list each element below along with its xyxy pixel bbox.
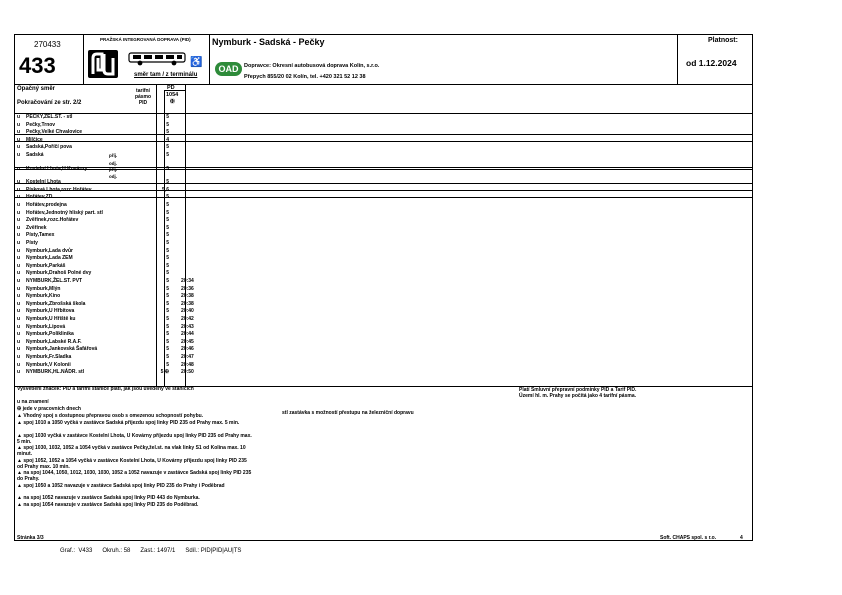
footnote: ✠ jede v pracovních dnech [17, 405, 81, 412]
page-number: Stránka 3/3 [17, 535, 44, 541]
header-divider [677, 34, 678, 84]
stop-name: Zvěřínek,rozc.Hořátev [26, 217, 79, 224]
stop-zone: 5 ✠ [160, 369, 169, 376]
stop-name: Hořátev,Jednotný hliský part. stl [26, 209, 103, 216]
stop-zone: 5 [166, 179, 169, 186]
stop-marker: u [17, 323, 21, 330]
header-divider [83, 34, 84, 84]
stop-name: Nymburk,Mlýn [26, 285, 61, 292]
stop-name: Nymburk,Lipová [26, 323, 66, 330]
stop-name: Nymburk,Poliklinika [26, 331, 74, 338]
stop-marker: u [17, 270, 21, 277]
stop-zone: 5 [166, 300, 169, 307]
stop-zone: 5 [166, 331, 169, 338]
stop-name: Zvěřínek [26, 224, 47, 231]
stop-zone: 5 [166, 232, 169, 239]
stop-marker: u [17, 217, 21, 224]
stop-marker: u [17, 285, 21, 292]
stop-name: Nymburk,U Hřiště ku [26, 316, 76, 322]
stop-zone: 5 [166, 202, 169, 208]
pid-header-line [164, 90, 185, 91]
stop-zone: 5 [166, 121, 169, 128]
stop-marker: u [17, 136, 21, 143]
stop-marker: u [17, 278, 21, 284]
stop-marker: u [17, 165, 21, 172]
stop-zone: 4 [166, 136, 169, 143]
stop-time: 20:38 [181, 300, 194, 307]
stop-name: Sadská,Poříčí pova [26, 144, 72, 151]
stop-zone: 5 [166, 152, 169, 158]
stop-name: Kostelní Lhota [26, 179, 61, 186]
row-separator [14, 141, 753, 142]
software-credit: Soft. CHAPS spol. s r.o. [660, 535, 717, 541]
stop-name: NYMBURK,ŽEL.ST. PVT [26, 278, 83, 284]
stop-zone: 5 [166, 247, 169, 254]
carrier-name: Dopravce: Okresní autobusová doprava Kolín, s.r.o. [244, 63, 380, 69]
stop-marker: u [17, 232, 21, 239]
stop-name: PEČKY,ŽEL.ST. - stl [26, 114, 73, 120]
stop-time: 20:48 [181, 361, 194, 368]
stop-name: Pečky,Trnov [26, 121, 56, 128]
stop-arr-dep: odj. [109, 174, 117, 180]
footnote: ▲ na spoj 1054 navazuje v zastávce Sadská spoj linky PID 235 do Poděbrad. [17, 502, 199, 509]
stop-zone: 5 [166, 224, 169, 231]
stop-time: 20:46 [181, 346, 194, 353]
stop-name: Nymburk,Fr.Sladka [26, 354, 72, 360]
stop-marker: u [17, 293, 21, 300]
stop-marker: u [17, 144, 21, 151]
stop-marker: u [17, 247, 21, 254]
row-separator [14, 197, 753, 198]
stop-zone: 5 [166, 217, 169, 224]
stop-zone: 5 [166, 346, 169, 353]
stop-name: Nymburk,V Kolonii [26, 361, 71, 368]
note-prague-zones: Území hl. m. Prahy se počítá jako 4 tarifní pásma. [519, 393, 636, 399]
stop-zone: 5 [166, 194, 169, 201]
stop-arr-dep: příj. [109, 166, 118, 172]
stop-time: 20:50 [181, 369, 194, 376]
stop-name: Hořátev,prodejna [26, 202, 67, 208]
stop-marker: u [17, 224, 21, 231]
stop-name: Nymburk,U Hřbitova [26, 308, 75, 315]
stop-time: 20:34 [181, 278, 194, 284]
stop-marker: u [17, 354, 21, 360]
carrier-address: Přepych 855/20 02 Kolín, tel. +420 321 52 12 38 [244, 74, 366, 80]
bus-icon [128, 52, 188, 66]
stop-marker: u [17, 361, 21, 368]
stop-zone: 5 [166, 361, 169, 368]
header-divider [209, 34, 210, 84]
stop-zone: 5 [166, 240, 169, 246]
stop-zone: 5 [166, 255, 169, 262]
stop-name: Nymburk,Parkáš [26, 262, 66, 269]
stop-name: Pečky,Velké Chvalovice [26, 129, 83, 136]
footnote: Vysvětlení značek: PID a tarifní stanice platí, jak jsou uvedeny ve stanicích [17, 386, 194, 392]
footnote: ▲ spoj 1010 a 1050 vyčká v zastávce Sadská příjezdu spoj linky PID 235 od Prahy max. 5 min. [17, 420, 240, 427]
stop-marker: u [17, 369, 21, 376]
footnote: ▲ spoj 1052, 1052 a 1054 vyčká v zastávce Kostelní Lhota, U Kovárny příjezdu spoj linky PID 235 od Prahy max. 10 min. [17, 457, 247, 470]
stop-marker: u [17, 194, 21, 201]
continuation-label: Pokračování ze str. 2/2 [17, 100, 82, 106]
stop-marker: u [17, 346, 21, 353]
stop-marker: u [17, 255, 21, 262]
stop-marker: u [17, 338, 21, 345]
direction-caption: směr tam / z terminálu [134, 72, 198, 78]
stop-zone: 5 [166, 285, 169, 292]
stop-marker: u [17, 262, 21, 269]
row-separator [14, 183, 753, 184]
footnote: ▲ spoj 1050 a 1052 navazuje v zastávce Sadská spoj linky PID 235 do Prahy i Poděbrad [17, 482, 225, 489]
pid-label: PD [167, 85, 175, 91]
stop-zone: 5 [166, 114, 169, 120]
stop-marker: u [17, 179, 21, 186]
pid-logo-icon [88, 50, 118, 78]
route-title: Nymburk - Sadská - Pečky [212, 37, 325, 47]
stop-zone: 5 [166, 316, 169, 322]
stop-name: Písty [26, 240, 38, 246]
trip-symbol: ✠ [170, 99, 175, 105]
stop-marker: u [17, 316, 21, 322]
stop-name: Milčice [26, 136, 43, 143]
stop-marker: u [17, 186, 21, 193]
stop-name: Kostelní Lhota,U Kovárny [26, 165, 88, 172]
stop-marker: u [17, 129, 21, 136]
stop-zone: 5 [166, 144, 169, 151]
stop-zone: 5 [166, 129, 169, 136]
footnote: ▲ spoj 1030, 1032, 1052 a 1054 vyčká v zastávce Pečky,žel.st. na vlak linky S1 od Kolína max. 10 minut. [17, 445, 246, 458]
carrier-logo-text: OAD [218, 64, 239, 74]
stop-time: 20:42 [181, 316, 194, 322]
footer-meta: Graf.: V433 Okruh.: 58 Zast.: 1497/1 Sdíl.: PID|PID|AU|TS [60, 548, 242, 554]
stop-marker: u [17, 240, 21, 246]
zone-column-header: tarifní pásmo PID [134, 88, 152, 106]
stop-time: 20:38 [181, 293, 194, 300]
stop-marker: u [17, 300, 21, 307]
note-rail-transfer: stl zastávka s možností přestupu na železniční dopravu [282, 410, 414, 416]
page-index: 4 [740, 535, 743, 541]
stop-name: Nymburk,Lada dvůr [26, 247, 73, 254]
stop-zone: 5 [166, 308, 169, 315]
stop-zone: 5 [166, 338, 169, 345]
trip-number: 1054 [166, 92, 179, 98]
stop-time: 20:36 [181, 285, 194, 292]
stop-name: Nymburk,Kino [26, 293, 61, 300]
row-separator [14, 167, 753, 168]
footnote: ▲ Vhodný spoj s dostupnou přepravou osob s omezenou schopností pohybu. [17, 412, 204, 419]
stop-arr-dep: příj. [109, 153, 118, 158]
stop-arr-dep: odj. [109, 160, 117, 166]
stop-zone: 5 [166, 278, 169, 284]
stop-time: 20:47 [181, 354, 194, 360]
footnote: ▲ na spoj 1052 navazuje v zastávce Sadská spoj linky PID 443 do Nymburka. [17, 495, 200, 502]
stop-time: 20:40 [181, 308, 194, 315]
stop-zone: 5 [166, 270, 169, 277]
row-separator [14, 169, 753, 170]
stop-zone: 5 [166, 293, 169, 300]
header-bottom-line [14, 84, 753, 85]
stop-marker: u [17, 114, 21, 120]
stop-zone: 5 [166, 262, 169, 269]
stop-name: Nymburk,Zbrošská škola [26, 300, 86, 307]
stop-name: NYMBURK,HL.NÁDR. stl [26, 369, 85, 376]
stop-marker: u [17, 202, 21, 208]
stop-marker: u [17, 152, 21, 158]
stop-marker: u [17, 331, 21, 338]
validity-date: od 1.12.2024 [686, 58, 737, 68]
stop-zone: 5 [166, 209, 169, 216]
stop-marker: u [17, 308, 21, 315]
stop-time: 20:44 [181, 331, 194, 338]
validity-label: Platnost: [708, 37, 738, 44]
stop-zone: 5 [166, 323, 169, 330]
table-head-bottom-line [14, 113, 753, 114]
footnote: ▲ spoj 1030 vyčká v zastávce Kostelní Lhota, U Kovárny příjezdu spoj linky PID 235 od Prahy max. 5 min. [17, 432, 252, 445]
wheelchair-icon: ♿ [190, 57, 203, 68]
stop-time: 20:45 [181, 338, 194, 345]
carrier-logo [215, 62, 242, 76]
stop-marker: u [17, 121, 21, 128]
row-separator [14, 134, 753, 135]
license-number: 270433 [34, 40, 61, 49]
stop-name: Nymburk,Drahoš Polné dvy [26, 270, 92, 277]
stop-zone: 5 [166, 165, 169, 172]
stop-name: Sadská [26, 152, 44, 158]
line-number: 433 [19, 53, 56, 78]
stop-name: Nymburk,Lada ZEM [26, 255, 73, 262]
stop-marker: u [17, 209, 21, 216]
stop-name: Hořátev,ZD [26, 194, 53, 201]
stop-time: 20:43 [181, 323, 194, 330]
stop-name: Písty,Tamex [26, 232, 55, 239]
stop-zone: 5,6 [162, 186, 169, 193]
footnote: u na znamení [17, 398, 49, 405]
stop-name: Nymburk,Labské R.A.F. [26, 338, 82, 345]
row-separator [14, 190, 753, 191]
stop-name: Písková Lhota,rozc.Hořátev [26, 186, 92, 193]
stop-zone: 5 [166, 354, 169, 360]
stop-name: Nymburk,Jankovská Šafářová [26, 346, 98, 353]
note-tariff: Platí Smluvní přepravní podmínky PID a Tarif PID. [519, 387, 637, 393]
direction-label: Opačný směr [17, 86, 56, 92]
operator-caption: PRAŽSKÁ INTEGROVANÁ DOPRAVA (PID) [100, 37, 191, 42]
footnote: ▲ na spoj 1044, 1050, 1012, 1030, 1030, 1052 a 1052 navazuje v zastávce Sadská spoj linky PID 235 do Prahy. [17, 470, 252, 483]
